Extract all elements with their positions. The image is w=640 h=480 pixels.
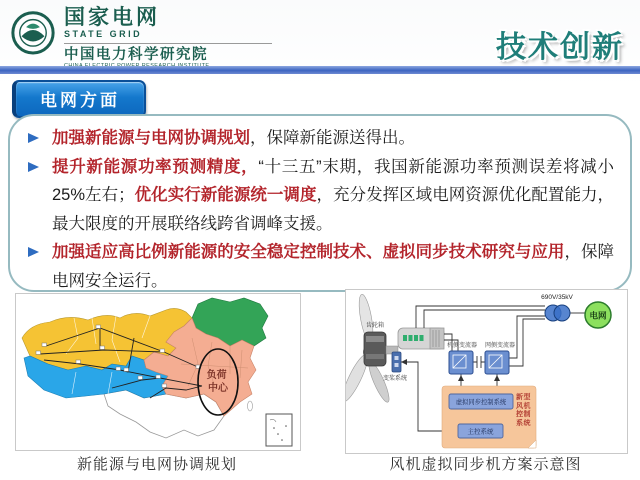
bullet-text: ，保障电网安全运行。 bbox=[52, 243, 615, 290]
figure-diagram bbox=[345, 289, 628, 454]
state-grid-logo-icon bbox=[10, 8, 56, 60]
grid-converter-label: 网侧变流器 bbox=[485, 343, 516, 349]
vsc-label: 虚拟同步控制系统 bbox=[455, 399, 507, 406]
figure-diagram-caption: 风机虚拟同步机方案示意图 bbox=[389, 456, 582, 473]
bullet-text-emphasis: 加强适应高比例新能源的安全稳定控制技术、虚拟同步技术研究与应用 bbox=[52, 243, 565, 261]
grid-label: 电网 bbox=[589, 310, 607, 321]
institute-cn-name: 中国电力科学研究院 bbox=[64, 47, 208, 63]
brand-block bbox=[10, 6, 272, 69]
brand-divider bbox=[64, 43, 272, 44]
bullet-arrow-icon bbox=[28, 162, 39, 172]
machine-converter-label: 机侧变流器 bbox=[447, 343, 478, 349]
header-divider-band bbox=[0, 66, 640, 74]
bullet-item bbox=[24, 153, 614, 239]
brand-en-name: STATE GRID bbox=[64, 29, 143, 39]
bullet-text: ，充分发挥区域电网资源优化配置能力，最大限度的开展联络线跨省调峰支援。 bbox=[52, 186, 615, 233]
bullet-text: “十三五”末期，我国新能源功率预测误差将减小25%左右； bbox=[52, 157, 615, 204]
grid-side-converter bbox=[485, 351, 509, 374]
china-map bbox=[16, 294, 300, 450]
brand-cn-name: 国家电网 bbox=[64, 6, 160, 29]
map-inset bbox=[266, 414, 292, 446]
load-center-label: 负荷 中心 bbox=[206, 370, 228, 394]
pitch-system bbox=[392, 352, 401, 372]
bullet-list bbox=[24, 124, 614, 295]
section-badge: 电网方面 bbox=[12, 80, 146, 118]
bullet-arrow-icon bbox=[28, 247, 39, 257]
map-taiwan bbox=[248, 401, 253, 411]
bullet-text: ，保障新能源送得出。 bbox=[250, 129, 415, 147]
figure-map-caption: 新能源与电网协调规划 bbox=[76, 456, 237, 473]
bullet-text-emphasis: 优化实行新能源统一调度 bbox=[134, 186, 317, 204]
wind-vsm-diagram bbox=[346, 290, 627, 453]
bullet-arrow-icon bbox=[28, 133, 39, 143]
generator bbox=[398, 328, 444, 349]
gearbox-label: 齿轮箱 bbox=[366, 323, 385, 329]
voltage-label: 690V/35kV bbox=[541, 294, 573, 301]
diagram-side-note: 新型风机控制系统 bbox=[516, 394, 531, 427]
transformer bbox=[545, 305, 570, 321]
figure-map bbox=[15, 293, 301, 451]
bullet-text-emphasis: 提升新能源功率预测精度， bbox=[52, 157, 259, 176]
main-control-label: 主控系统 bbox=[467, 428, 494, 436]
pitch-label: 变桨系统 bbox=[383, 376, 408, 382]
bullet-item bbox=[24, 124, 614, 153]
bullet-text-emphasis: 加强新能源与电网协调规划 bbox=[52, 129, 250, 147]
map-region-south bbox=[104, 390, 224, 438]
page-title: 技术创新 bbox=[496, 31, 624, 64]
bullet-item bbox=[24, 238, 614, 295]
machine-side-converter bbox=[449, 351, 473, 374]
content-box bbox=[8, 114, 632, 292]
